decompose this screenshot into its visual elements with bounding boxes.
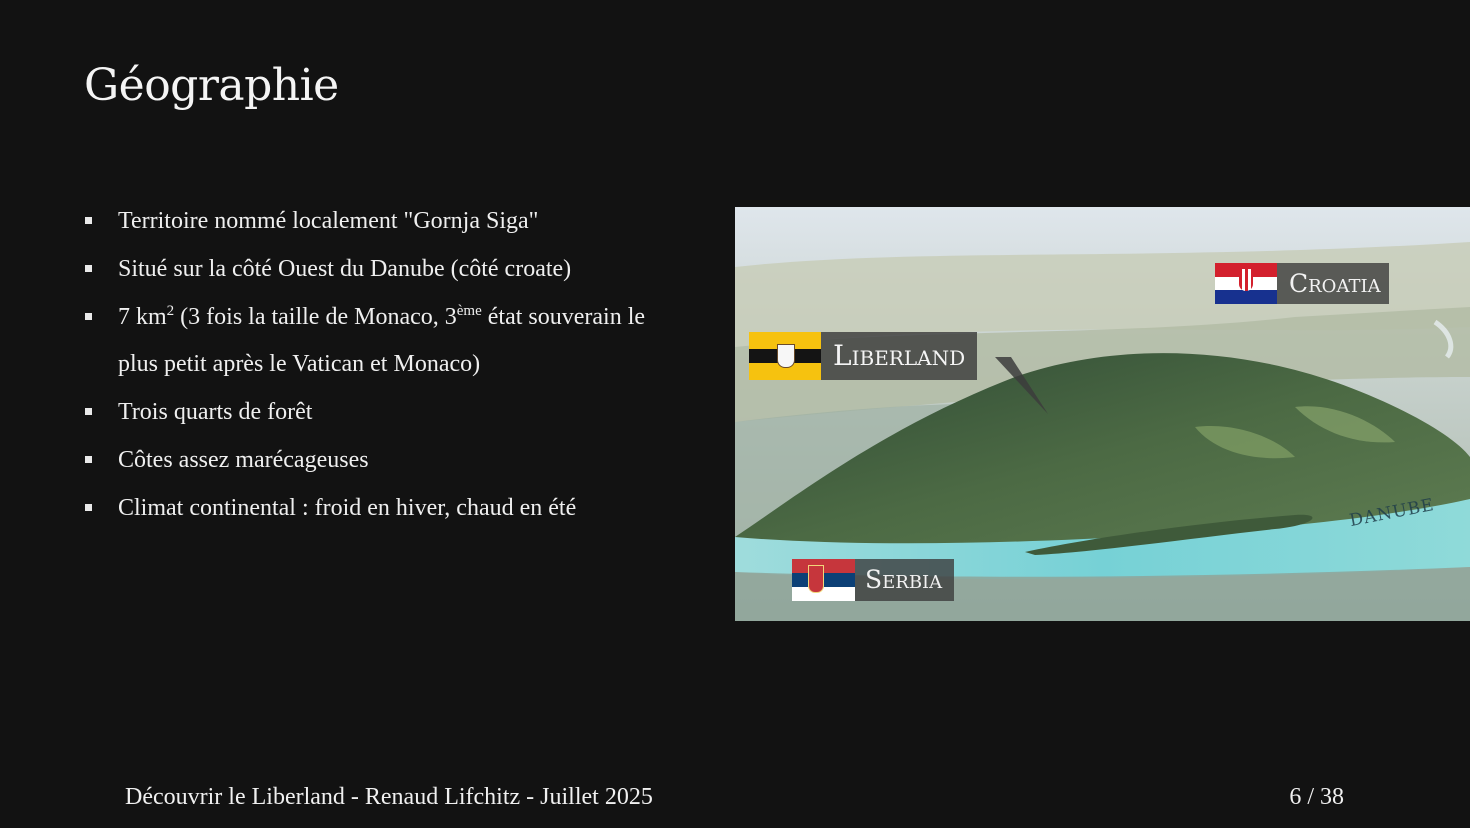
bullet-text: Climat continental : froid en hiver, chaud en été [118, 495, 577, 521]
page-number: 6 / 38 [1289, 784, 1344, 810]
bullet-marker [85, 313, 92, 320]
bullet-text: Situé sur la côté Ouest du Danube (côté croate) [118, 256, 572, 282]
bullet-item [84, 485, 659, 532]
bullet-item [84, 294, 659, 388]
bullet-marker [85, 217, 92, 224]
liberland-coat-of-arms-icon [777, 344, 795, 368]
bullet-item [84, 437, 659, 484]
serbia-label [792, 559, 954, 601]
bullet-item [84, 389, 659, 436]
liberland-label-text: Liberland [821, 332, 977, 380]
superscript: 2 [166, 303, 175, 319]
liberland-label [749, 332, 977, 380]
bullet-list [84, 198, 659, 533]
superscript: ème [456, 303, 482, 319]
bullet-text-part: 7 km [118, 304, 167, 330]
footer-text: Découvrir le Liberland - Renaud Lifchitz - Juillet 2025 [125, 784, 653, 810]
bullet-marker [85, 265, 92, 272]
croatia-label-text: Croatia [1277, 263, 1389, 304]
serbia-label-text: Serbia [855, 559, 954, 601]
bullet-text: Trois quarts de forêt [118, 399, 313, 425]
bullet-marker [85, 504, 92, 511]
croatia-coat-of-arms-icon [1239, 269, 1253, 291]
bullet-text-part: état souverain le plus petit après le Vatican et Monaco) [118, 304, 646, 377]
danube-label: DANUBE [1347, 494, 1437, 532]
croatia-label [1215, 263, 1389, 304]
bullet-marker [85, 408, 92, 415]
bullet-text: Territoire nommé localement "Gornja Siga" [118, 208, 539, 234]
serbia-coat-of-arms-icon [808, 565, 824, 593]
bullet-marker [85, 456, 92, 463]
liberland-pointer-icon [985, 357, 1065, 427]
bullet-text-part: (3 fois la taille de Monaco, 3 [174, 304, 457, 330]
bullet-item [84, 198, 659, 245]
slide-title: Géographie [84, 60, 339, 111]
aerial-map-image [735, 207, 1470, 621]
bullet-text: Côtes assez marécageuses [118, 447, 369, 473]
bullet-item [84, 246, 659, 293]
